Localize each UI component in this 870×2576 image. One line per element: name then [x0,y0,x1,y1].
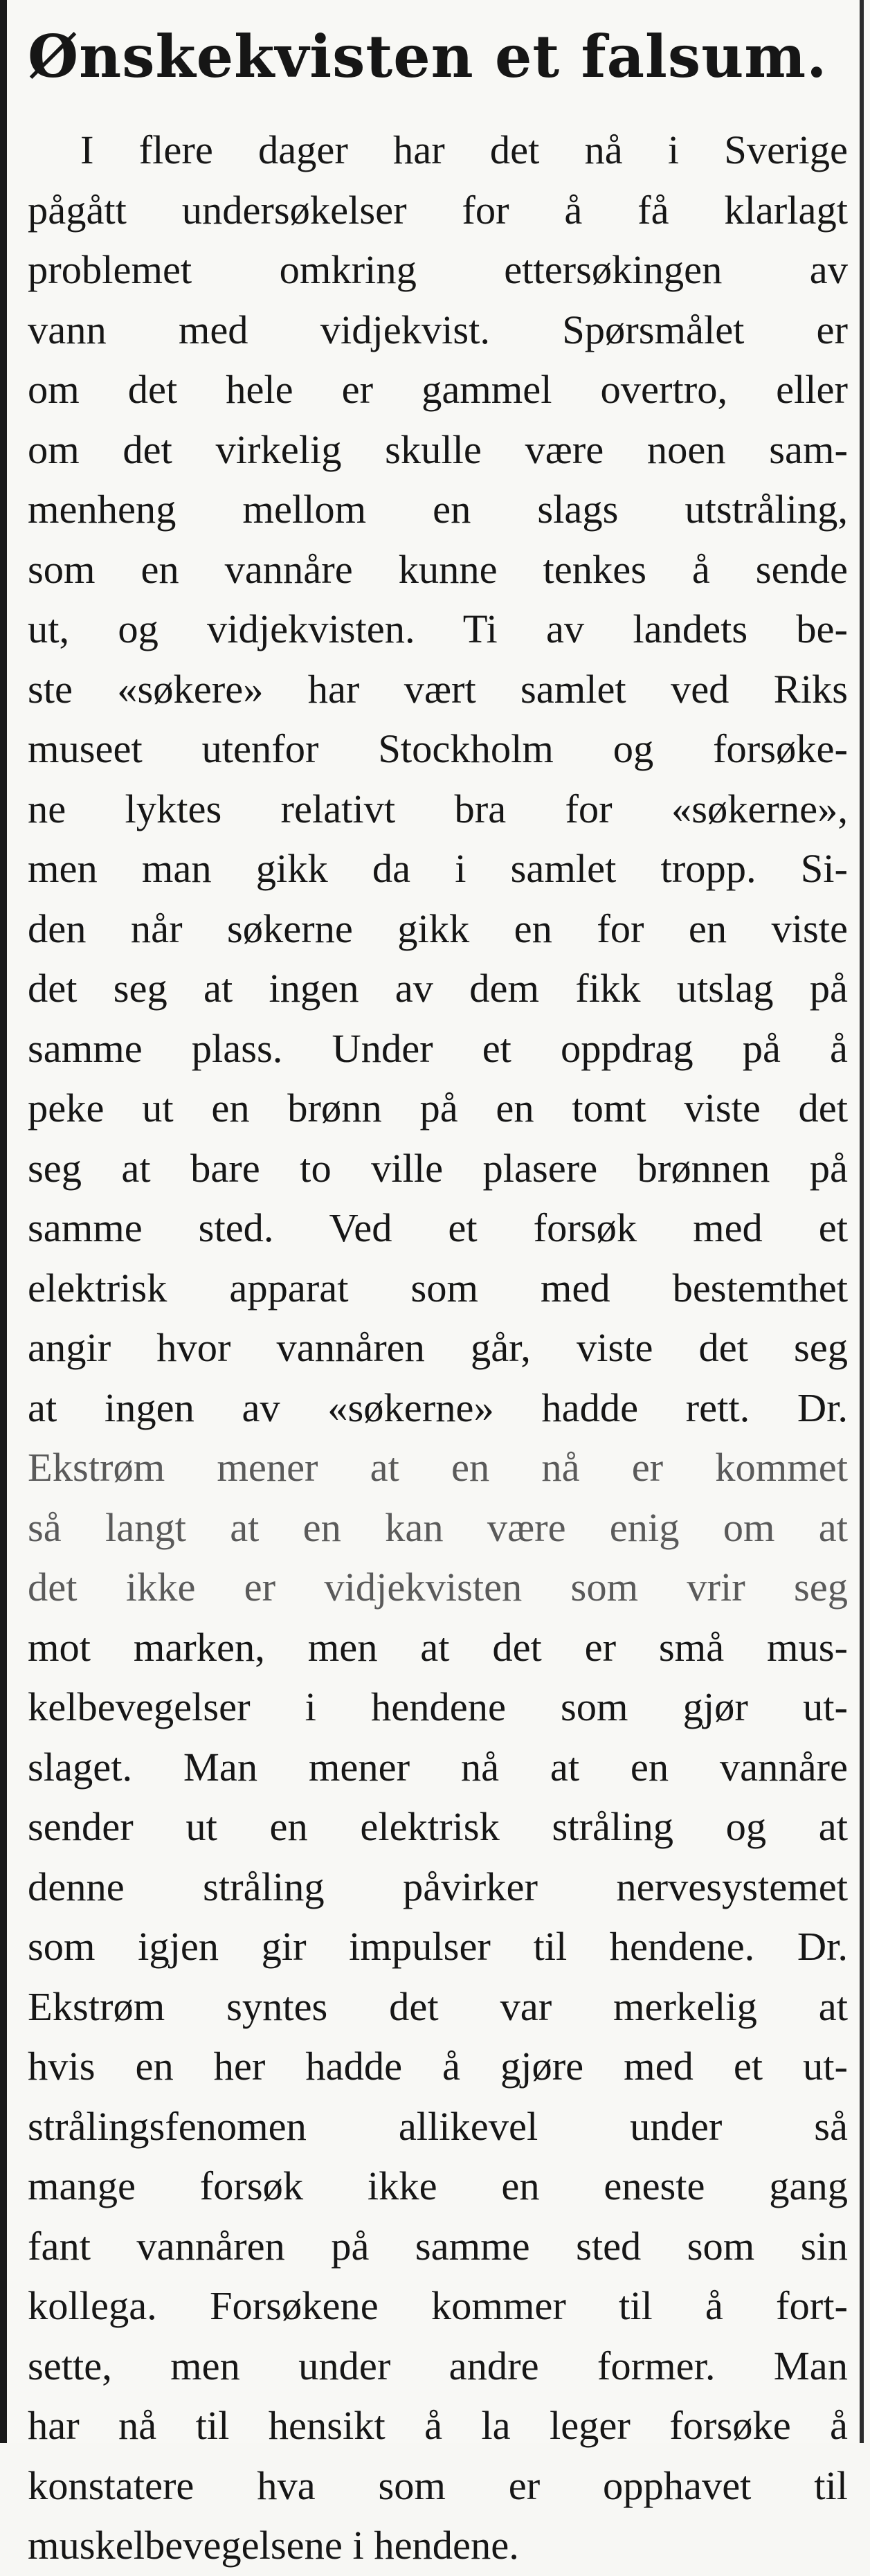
body-line: vann med vidjekvist. Spørsmålet er [28,307,848,352]
body-line: har nå til hensikt å la leger forsøke å [28,2403,848,2448]
body-line: muskelbevegelsene i hendene. [28,2523,519,2568]
body-line: seg at bare to ville plasere brønnen på [28,1145,848,1191]
body-line: ste «søkere» har vært samlet ved Riks [28,666,848,712]
body-line: hvis en her hadde å gjøre med et ut- [28,2044,848,2089]
body-line: om det hele er gammel overtro, eller [28,367,848,412]
body-line: ut, og vidjekvisten. Ti av landets be- [28,606,848,651]
body-line: strålingsfenomen allikevel under så [28,2103,848,2149]
body-line: mot marken, men at det er små mus- [28,1624,848,1670]
body-line: konstatere hva som er opphavet til [28,2462,848,2508]
body-line: som en vannåre kunne tenkes å sende [28,546,848,592]
body-line: om det virkelig skulle være noen sam- [28,426,848,472]
body-line: elektrisk apparat som med bestemthet [28,1265,848,1310]
body-line: denne stråling påvirker nervesystemet [28,1864,848,1909]
body-line: som igjen gir impulser til hendene. Dr. [28,1924,848,1969]
body-line: så langt at en kan være enig om at [28,1504,848,1550]
body-line: peke ut en brønn på en tomt viste det [28,1086,848,1131]
body-line: det seg at ingen av dem fikk utslag på [28,966,848,1011]
article-headline: Ønskekvisten et falsum. [28,22,828,91]
body-line: men man gikk da i samlet tropp. Si- [28,846,848,891]
article-body [28,120,848,2576]
body-line: kollega. Forsøkene kommer til å fort- [28,2283,848,2328]
body-line: mange forsøk ikke en eneste gang [28,2163,848,2208]
body-line: samme plass. Under et oppdrag på å [28,1025,848,1071]
body-line: samme sted. Ved et forsøk med et [28,1205,848,1250]
left-column-rule [0,0,7,2443]
body-line: at ingen av «søkerne» hadde rett. Dr. [28,1385,848,1430]
body-line: den når søkerne gikk en for en viste [28,906,848,951]
body-line: kelbevegelser i hendene som gjør ut- [28,1684,848,1729]
body-line: menheng mellom en slags utstråling, [28,487,848,532]
body-line: angir hvor vannåren går, viste det seg [28,1325,848,1370]
body-line: pågått undersøkelser for å få klarlagt [28,187,848,233]
body-line: museet utenfor Stockholm og forsøke- [28,726,848,771]
body-line: ne lyktes relativt bra for «søkerne», [28,786,848,831]
body-line: sette, men under andre former. Man [28,2343,848,2388]
body-line: slaget. Man mener nå at en vannåre [28,1744,848,1790]
body-line: I flere dager har det nå i Sverige [80,127,848,172]
body-line: sender ut en elektrisk stråling og at [28,1804,848,1849]
body-line: fant vannåren på samme sted som sin [28,2223,848,2269]
body-line: Ekstrøm mener at en nå er kommet [28,1445,848,1490]
article-column [28,21,848,2576]
body-line: problemet omkring ettersøkingen av [28,247,848,292]
right-column-rule [860,0,864,2443]
body-line: det ikke er vidjekvisten som vrir seg [28,1565,848,1610]
body-line: Ekstrøm syntes det var merkelig at [28,1983,848,2029]
